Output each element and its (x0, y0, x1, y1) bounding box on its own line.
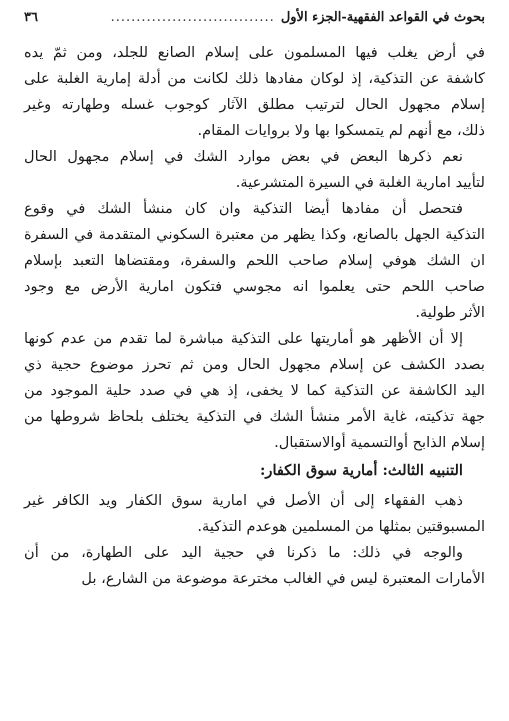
text-line: ذهب الفقهاء إلى أن الأصل في امارية سوق الكفار ويد الكافر غير (24, 492, 463, 509)
text-line: فتحصل أن مفادها أيضا التذكية وان كان منشأ الشك في وقوع (24, 200, 463, 217)
header-dots: ................................ (110, 10, 275, 25)
text-line: التذكية الجهل بالصانع، وكذا يظهر من معتبرة السكوني المتقدمة في السفرة (24, 226, 485, 243)
text-line: الأمارات المعتبرة ليس في الغالب مخترعة موضوعة من الشارع، بل (81, 570, 485, 587)
page-number: ٣٦ (24, 10, 38, 25)
text-line: ان الشك هوفي إسلام صاحب اللحم والسفرة، ومقتضاها التعبد بإسلام (24, 252, 485, 269)
paragraphs-after (24, 488, 485, 592)
text-line: في أرض يغلب فيها المسلمون على إسلام الصانع للجلد، ومن ثمّ يده (24, 44, 485, 61)
running-header (24, 10, 485, 32)
text-line: إسلام الذابح أوالتسمية أوالاستقبال. (274, 434, 485, 451)
body-text (24, 40, 485, 592)
text-line: نعم ذكرها البعض في بعض موارد الشك في إسلام مجهول الحال (24, 148, 463, 165)
text-line: إسلام مجهول الحال لترتيب مطلق الآثار كوجوب غسله وطهارته وغير (24, 96, 485, 113)
text-line: والوجه في ذلك: ما ذكرنا في حجية اليد على الطهارة، من أن (24, 544, 463, 561)
paragraph (24, 540, 485, 592)
document-page (24, 10, 485, 592)
text-line: إلا أن الأظهر هو أماريتها على التذكية مباشرة لما تقدم من عدم كونها (24, 330, 463, 347)
text-line: بصدد الكشف عن إسلام مجهول الحال ومن ثم تحرز موضوع حجية ذي (24, 356, 485, 373)
paragraph (24, 40, 485, 144)
paragraph (24, 144, 485, 196)
text-line: المسبوقتين بمثلها من المسلمين هوعدم التذكية. (197, 518, 485, 535)
text-line: ذلك، مع أنهم لم يتمسكوا بها ولا بروايات المقام. (197, 122, 485, 139)
text-line: جهة تذكيته، غاية الأمر منشأ الشك في التذكية يختلف بلحاظ شروطها من (24, 408, 485, 425)
text-line: كاشفة عن التذكية، إذ لوكان مفادها ذلك لكانت من أدلة إمارية الغلبة على (24, 70, 485, 87)
running-title: بحوث في القواعد الفقهية-الجزء الأول (280, 10, 485, 25)
text-line: صاحب اللحم حتى يعلموا انه مجوسي فتكون امارية الأرض مع وجود (24, 278, 485, 295)
text-line: اليد الكاشفة عن التذكية كما لا يخفى، إذ هي في صدد حلية الموجود من (24, 382, 485, 399)
paragraphs-before (24, 40, 485, 456)
paragraph (24, 326, 485, 456)
text-line: لتأييد امارية الغلبة في السيرة المتشرعية. (235, 174, 485, 191)
paragraph (24, 196, 485, 326)
text-line: الأثر طولية. (415, 304, 485, 321)
section-subheading: التنبيه الثالث: أمارية سوق الكفار: (260, 462, 463, 479)
paragraph (24, 488, 485, 540)
